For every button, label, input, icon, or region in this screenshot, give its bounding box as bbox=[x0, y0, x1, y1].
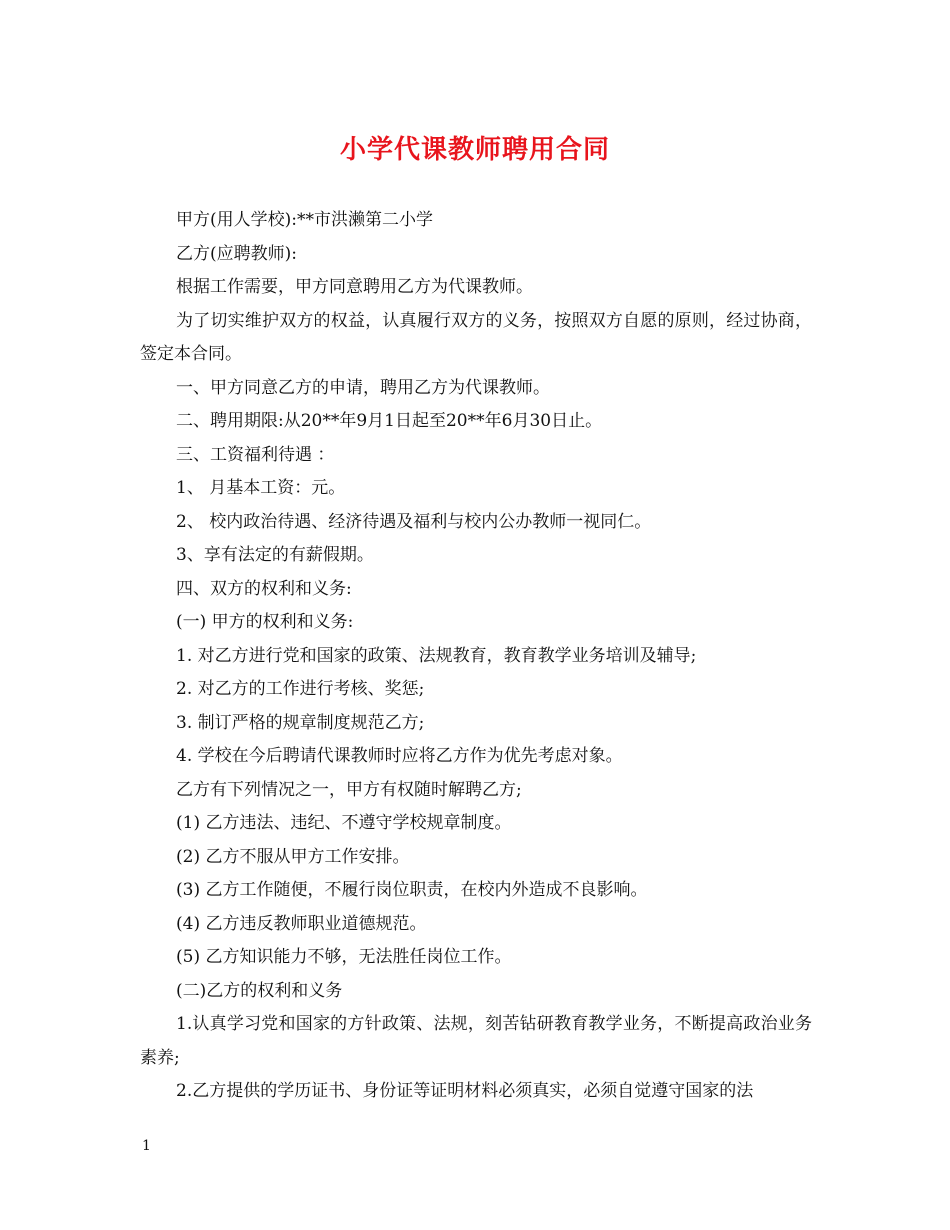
document-title: 小学代课教师聘用合同 bbox=[339, 135, 610, 165]
paragraph-intro: 根据工作需要，甲方同意聘用乙方为代课教师。 bbox=[176, 277, 533, 297]
paragraph-dismissal-3: (3) 乙方工作随便，不履行岗位职责，在校内外造成不良影响。 bbox=[176, 880, 648, 900]
paragraph-party-b: 乙方(应聘教师): bbox=[176, 243, 297, 264]
document-body bbox=[140, 204, 812, 1109]
paragraph-clause-3: 三、工资福利待遇 ： bbox=[176, 444, 335, 465]
paragraph-dismissal-4: (4) 乙方违反教师职业道德规范。 bbox=[176, 913, 427, 934]
paragraph-dismissal: 乙方有下列情况之一，甲方有权随时解聘乙方; bbox=[176, 779, 522, 800]
paragraph-party-a-rights: (一) 甲方的权利和义务: bbox=[176, 612, 354, 632]
page-number: 1 bbox=[142, 1138, 151, 1154]
paragraph-clause-4: 四、双方的权利和义务: bbox=[176, 578, 352, 599]
paragraph-a-item-1: 1. 对乙方进行党和国家的政策、法规教育，教育教学业务培训及辅导; bbox=[176, 645, 697, 666]
paragraph-b-item-2: 2.乙方提供的学历证书、身份证等证明材料必须真实，必须自觉遵守国家的法 bbox=[176, 1081, 754, 1101]
paragraph-a-item-3: 3. 制订严格的规章制度规范乙方; bbox=[176, 712, 425, 733]
paragraph-dismissal-5: (5) 乙方知识能力不够，无法胜任岗位工作。 bbox=[176, 947, 512, 967]
paragraph-salary: 1、 月基本工资：元。 bbox=[176, 478, 346, 498]
paragraph-b-item-1: 1.认真学习党和国家的方针政策、法规，刻苦钻研教育教学业务，不断提高政治业务素养; bbox=[140, 1014, 812, 1068]
paragraph-a-item-4: 4. 学校在今后聘请代课教师时应将乙方作为优先考虑对象。 bbox=[176, 746, 623, 766]
paragraph-clause-1: 一、甲方同意乙方的申请，聘用乙方为代课教师。 bbox=[176, 377, 550, 398]
paragraph-party-b-rights: (二)乙方的权利和义务 bbox=[176, 980, 343, 1001]
paragraph-leave: 3、享有法定的有薪假期。 bbox=[176, 545, 374, 565]
paragraph-benefits: 2、 校内政治待遇、经济待遇及福利与校内公办教师一视同仁。 bbox=[176, 511, 652, 532]
paragraph-dismissal-1: (1) 乙方违法、违纪、不遵守学校规章制度。 bbox=[176, 813, 512, 833]
paragraph-party-a: 甲方(用人学校):**市洪濑第二小学 bbox=[176, 210, 433, 230]
paragraph-dismissal-2: (2) 乙方不服从甲方工作安排。 bbox=[176, 846, 410, 867]
paragraph-clause-2: 二、聘用期限:从20**年9月1日起至20**年6月30日止。 bbox=[176, 411, 603, 431]
paragraph-a-item-2: 2. 对乙方的工作进行考核、奖惩; bbox=[176, 679, 425, 699]
paragraph-purpose: 为了切实维护双方的权益，认真履行双方的义务，按照双方自愿的原则，经过协商，签定本合同。 bbox=[140, 310, 812, 364]
